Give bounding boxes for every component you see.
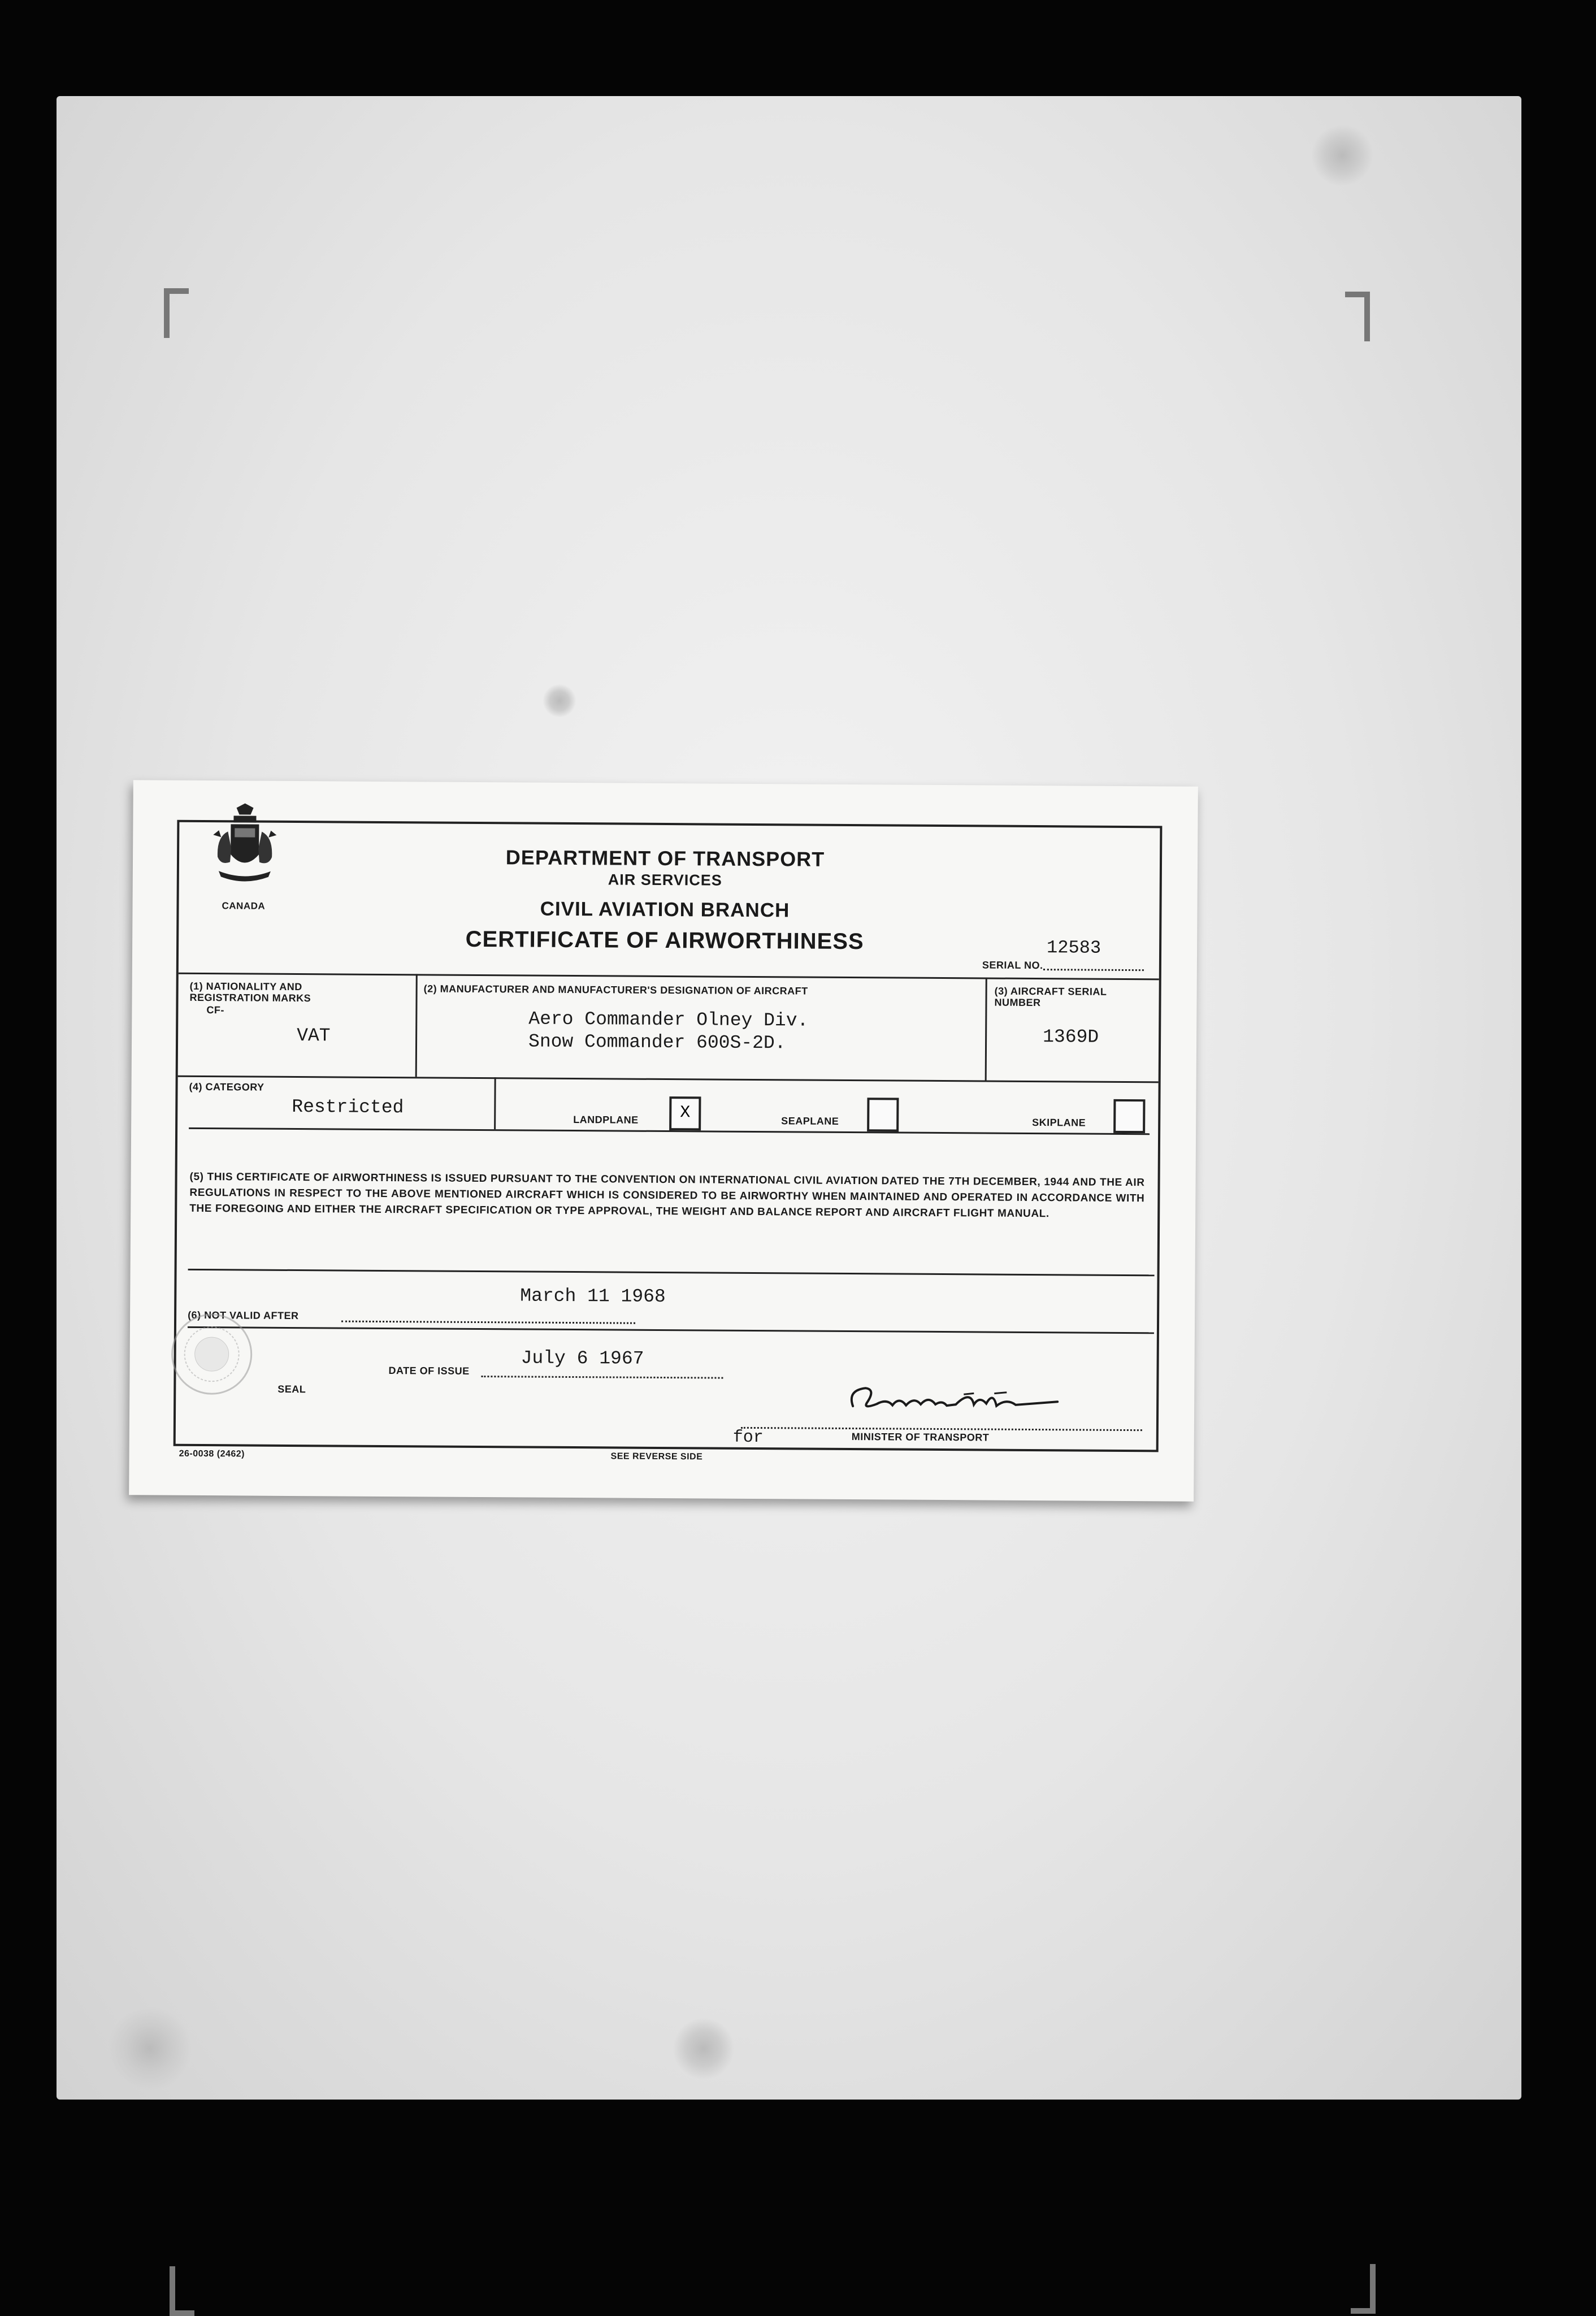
landplane-checkmark: X: [680, 1103, 691, 1123]
seaplane-label: SEAPLANE: [781, 1115, 839, 1127]
airworthiness-certificate: [129, 780, 1198, 1501]
not-valid-after-label: (6) NOT VALID AFTER: [188, 1309, 299, 1322]
skiplane-label: SKIPLANE: [1032, 1116, 1086, 1129]
date-of-issue-label: DATE OF ISSUE: [388, 1365, 470, 1377]
manufacturer-label: (2) MANUFACTURER AND MANUFACTURER'S DESIGNATION OF AIRCRAFT: [423, 983, 808, 997]
aircraft-serial-value: 1369D: [1043, 1026, 1099, 1048]
seal-label: SEAL: [277, 1383, 306, 1395]
not-valid-after-line: [341, 1321, 635, 1324]
nationality-value: VAT: [297, 1025, 331, 1047]
crop-mark-bottom-left: [170, 2266, 194, 2316]
row-divider: [188, 1269, 1155, 1276]
crop-mark-top-right: [1345, 292, 1370, 341]
column-divider: [985, 977, 987, 1080]
services-subtitle: AIR SERVICES: [608, 871, 722, 889]
form-number: 26-0038 (2462): [179, 1448, 245, 1459]
serial-no-label: SERIAL NO.: [982, 959, 1043, 971]
nationality-label: (1) NATIONALITY AND REGISTRATION MARKS: [189, 980, 311, 1004]
embossed-seal: [169, 1312, 254, 1397]
landplane-label: LANDPLANE: [573, 1114, 639, 1126]
category-label: (4) CATEGORY: [189, 1081, 264, 1093]
certificate-title: CERTIFICATE OF AIRWORTHINESS: [465, 926, 864, 955]
minister-signature: [843, 1379, 1069, 1420]
see-reverse-side-note: SEE REVERSE SIDE: [610, 1451, 703, 1462]
landplane-checkbox: [669, 1096, 701, 1130]
column-divider: [494, 1077, 496, 1129]
dust-spot: [543, 684, 576, 718]
certificate-statement: (5) THIS CERTIFICATE OF AIRWORTHINESS IS ISSUED PURSUANT TO THE CONVENTION ON INTERNATIONAL CIVIL AVIATION DATED THE 7TH DECEMBER, 1944 AND THE AIR REGULATIONS IN RESPECT TO THE ABOVE MENTIONED AIRCRAFT WHICH IS CONSIDERED TO BE AIRWORTHY WHEN MAINTAINED AND OPERATED IN ACCORDANCE WITH THE FOREGOING AND EITHER THE AIRCRAFT SPECIFICATION OR TYPE APPROVAL, THE WEIGHT AND BALANCE REPORT AND AIRCRAFT FLIGHT MANUAL.: [189, 1170, 1145, 1220]
signature-line: [741, 1427, 1142, 1431]
certificate-frame: [174, 820, 1163, 1452]
nationality-prefix: CF-: [206, 1004, 224, 1016]
aircraft-serial-label: (3) AIRCRAFT SERIAL NUMBER: [994, 985, 1107, 1009]
date-of-issue-value: July 6 1967: [521, 1347, 644, 1369]
department-title: DEPARTMENT OF TRANSPORT: [505, 845, 825, 871]
dust-spot: [673, 2018, 735, 2080]
manufacturer-line-2: Snow Commander 600S-2D.: [528, 1031, 786, 1054]
country-label: CANADA: [222, 900, 266, 912]
not-valid-after-value: March 11 1968: [520, 1285, 666, 1308]
crop-mark-top-left: [164, 288, 189, 338]
date-of-issue-line: [481, 1376, 723, 1379]
serial-no-value: 12583: [1046, 937, 1101, 959]
dust-spot: [107, 2006, 192, 2091]
category-value: Restricted: [292, 1096, 404, 1118]
for-label: for: [732, 1428, 764, 1448]
branch-title: CIVIL AVIATION BRANCH: [540, 897, 790, 922]
row-divider: [179, 973, 1159, 981]
row-divider: [188, 1326, 1154, 1334]
row-divider: [178, 1075, 1159, 1083]
manufacturer-line-1: Aero Commander Olney Div.: [528, 1008, 809, 1031]
dust-spot: [1311, 124, 1373, 187]
column-divider: [415, 974, 418, 1077]
seaplane-checkbox: [867, 1098, 899, 1131]
crop-mark-bottom-right: [1351, 2264, 1376, 2314]
skiplane-checkbox: [1113, 1099, 1145, 1133]
minister-label: MINISTER OF TRANSPORT: [851, 1431, 990, 1443]
